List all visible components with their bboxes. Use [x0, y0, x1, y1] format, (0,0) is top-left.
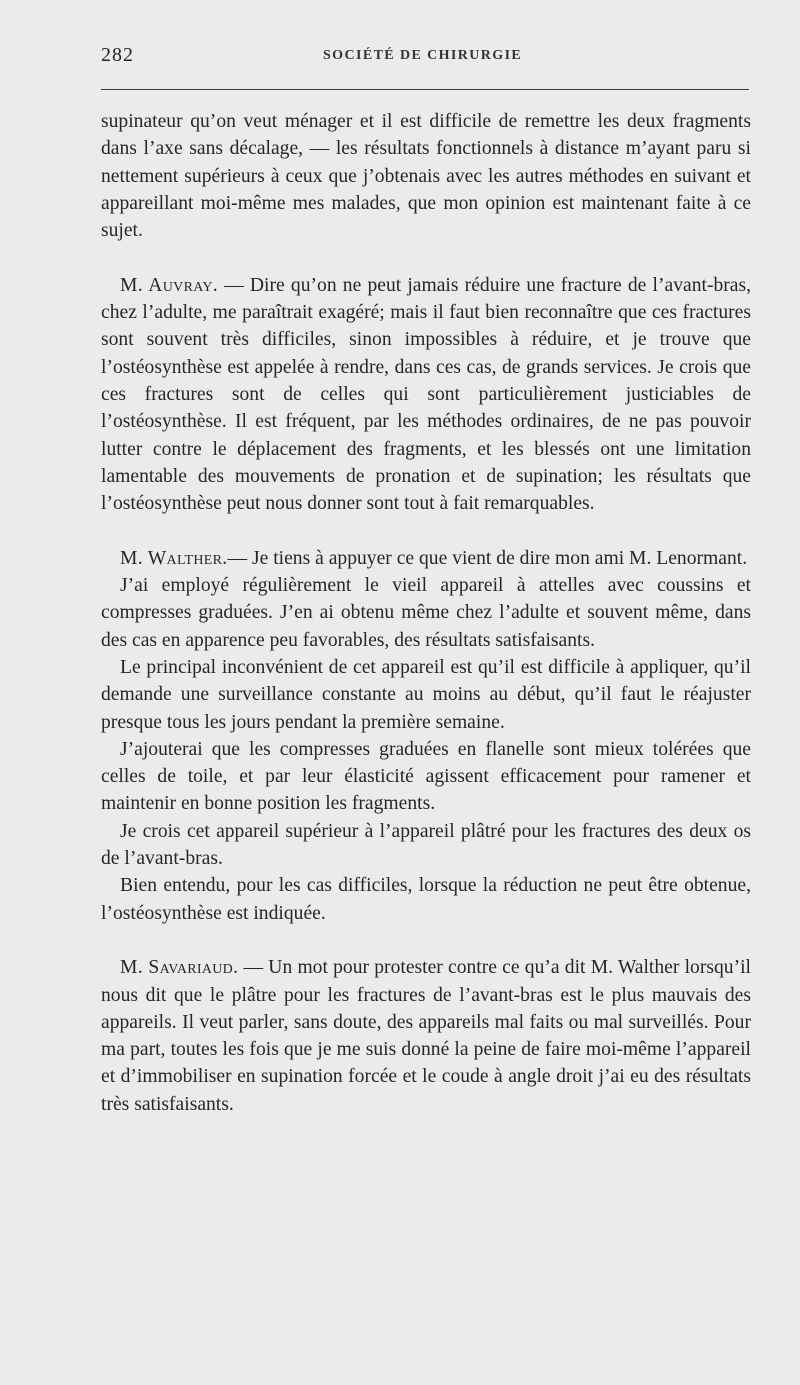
paragraph-text: — Dire qu’on ne peut jamais réduire une fracture de l’avant-bras, chez l’adulte, me paraîtrait exagéré; mais il faut bien reconnaître que ces fractures sont souvent très difficiles, sinon impossibles à réduire, et je trouve que l’ostéosynthèse est appelée à rendre, dans ces cas, de grands services. Je crois que ces fractures sont de celles qui sont particulièrement justiciables de l’ostéosynthèse. Il est fréquent, par les méthodes ordinaires, de ne pas pouvoir lutter contre le déplacement des fragments, et les blessés ont une limitation lamentable des mouvements de pronation et de supination; les résultats que l’ostéosynthèse peut nous donner sont tout à fait remarquables.: [101, 274, 752, 515]
paragraph-text: supinateur qu’on veut ménager et il est difficile de remettre les deux fragments dans l’axe sans décalage, — les résultats fonctionnels à distance m’ayant paru si nettement supérieurs à ceux que j’obtenais avec les autres méthodes en suivant et appareillant moi-même mes malades, que mon opinion est maintenant faite à ce sujet.: [101, 111, 751, 242]
paragraph-text: — Un mot pour protester contre ce qu’a dit M. Walther lorsqu’il nous dit que le plâtre pour les fractures de l’avant-bras est le plus mauvais des appareils. Il veut parler, sans doute, des appareils mal faits ou mal surveillés. Pour ma part, toutes les fois que je me suis donné la peine de faire moi-même l’appareil et d’immobiliser en supination forcée et le coude à angle droit j’ai eu des résultats très satisfaisants.: [101, 957, 751, 1115]
paragraph-savariaud: [101, 954, 751, 1118]
header-rule: [101, 89, 749, 90]
paragraph: [101, 872, 751, 927]
page-number: 282: [101, 44, 134, 66]
paragraph-auvray: [101, 272, 751, 518]
paragraph-text: Le principal inconvénient de cet appareil est qu’il est difficile à appliquer, qu’il demande une surveillance constante au moins au début, qu’il faut le réajuster presque tous les jours pendant la première semaine.: [101, 656, 751, 733]
running-head: SOCIÉTÉ DE CHIRURGIE: [323, 48, 523, 63]
body-text: [101, 108, 751, 1118]
paragraph-text: Bien entendu, pour les cas difficiles, lorsque la réduction ne peut être obtenue, l’ostéosynthèse est indiquée.: [101, 875, 751, 924]
paragraph: [101, 654, 751, 736]
paragraph-walther: [101, 545, 751, 572]
paragraph: [101, 572, 751, 654]
paragraph-text: — Je tiens à appuyer ce que vient de dire mon ami M. Lenormant.: [227, 547, 748, 569]
paragraph-text: J’ai employé régulièrement le vieil appareil à attelles avec coussins et compresses graduées. J’en ai obtenu même chez l’adulte et souvent même, dans des cas en apparence peu favorables, des résultats satisfaisants.: [101, 575, 751, 651]
paragraph-text: Je crois cet appareil supérieur à l’appareil plâtré pour les fractures des deux os de l’avant-bras.: [101, 820, 751, 870]
speaker-name: M. Auvray.: [120, 274, 218, 296]
paragraph-continuation: [101, 108, 751, 244]
paragraph: [101, 818, 751, 873]
paragraph: [101, 736, 751, 818]
paragraph-text: J’ajouterai que les compresses graduées en flanelle sont mieux tolérées que celles de toile, et par leur élasticité agissent efficacement pour ramener et maintenir en bonne position les fragments.: [101, 738, 751, 815]
page-header: [101, 44, 749, 72]
speaker-name: M. Savariaud.: [120, 957, 239, 979]
speaker-name: M. Walther.: [120, 547, 228, 569]
